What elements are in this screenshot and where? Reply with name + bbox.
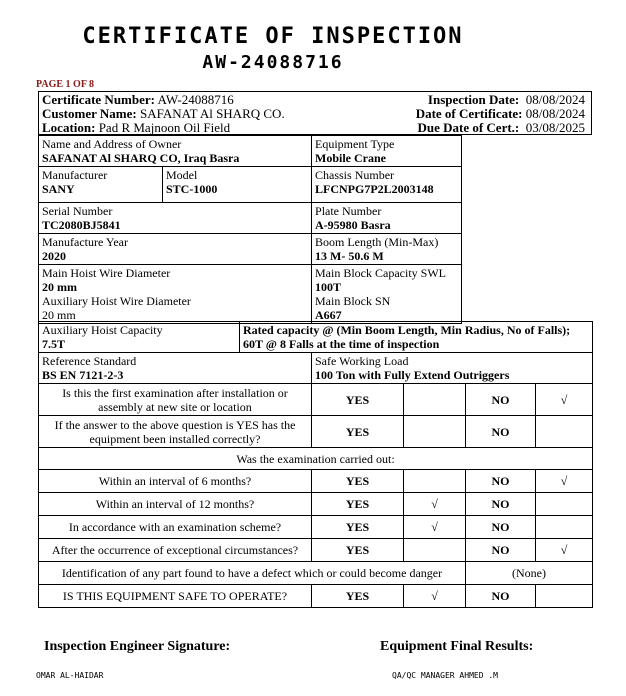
manager-name: QA/QC MANAGER AHMED .M (392, 671, 498, 680)
owner-cell: Name and Address of Owner SAFANAT Al SHARQ CO, Iraq Basra (39, 136, 312, 167)
safe-yes-check: √ (404, 585, 466, 608)
question-cell: If the answer to the above question is YES has the equipment been installed correctly? (39, 416, 312, 448)
yes-label: YES (312, 416, 404, 448)
yes-check: √ (404, 516, 466, 539)
yes-label: YES (312, 384, 404, 416)
date-of-certificate: Date of Certificate: 08/08/2024 (415, 106, 585, 121)
boom-cell: Boom Length (Min-Max) 13 M- 50.6 M (312, 234, 462, 265)
table-row (39, 585, 593, 608)
model-cell: Model STC-1000 (163, 167, 312, 203)
due-date: Due Date of Cert.: 03/08/2025 (417, 120, 585, 135)
question-cell: Is this the first examination after installation or assembly at new site or location (39, 384, 312, 416)
yes-label: YES (312, 516, 404, 539)
table-row (39, 493, 593, 516)
no-label: NO (466, 516, 536, 539)
safe-yes: YES (312, 585, 404, 608)
no-label: NO (466, 384, 536, 416)
equipment-type-cell: Equipment Type Mobile Crane (312, 136, 462, 167)
reference-table (38, 352, 593, 384)
yes-check: √ (404, 493, 466, 516)
chassis-cell: Chassis Number LFCNPG7P2L2003148 (312, 167, 462, 203)
table-row (39, 562, 593, 585)
yes-check (404, 539, 466, 562)
customer-name: Customer Name: SAFANAT Al SHARQ CO. (42, 106, 285, 121)
exam-heading: Was the examination carried out: (39, 448, 593, 470)
location: Location: Pad R Majnoon Oil Field (42, 120, 231, 135)
certificate-title: CERTIFICATE OF INSPECTION (82, 24, 464, 49)
yes-check (404, 470, 466, 493)
no-label: NO (466, 416, 536, 448)
final-results-label: Equipment Final Results: (380, 639, 534, 654)
table-row (39, 539, 593, 562)
safe-question: IS THIS EQUIPMENT SAFE TO OPERATE? (39, 585, 312, 608)
question-cell: Within an interval of 12 months? (39, 493, 312, 516)
defect-question: Identification of any part found to have a defect which or could become danger (39, 562, 466, 585)
no-label: NO (466, 470, 536, 493)
question-cell: In accordance with an examination scheme? (39, 516, 312, 539)
no-label: NO (466, 539, 536, 562)
rated-capacity-cell: Rated capacity @ (Min Boom Length, Min Radius, No of Falls); 60T @ 8 Falls at the time of inspection (240, 322, 593, 353)
engineer-name: OMAR AL-HAIDAR (36, 671, 104, 680)
manufacturer-cell: Manufacturer SANY (39, 167, 163, 203)
aux-capacity-cell: Auxiliary Hoist Capacity 7.5T (39, 322, 240, 353)
defect-answer: (None) (466, 562, 593, 585)
safe-no: NO (466, 585, 536, 608)
engineer-signature-label: Inspection Engineer Signature: (44, 639, 231, 654)
swl-cell: Safe Working Load 100 Ton with Fully Extend Outriggers (312, 353, 593, 384)
equipment-details-table (38, 135, 462, 324)
serial-cell: Serial Number TC2080BJ5841 (39, 203, 312, 234)
reference-standard-cell: Reference Standard BS EN 7121-2-3 (39, 353, 312, 384)
yes-label: YES (312, 470, 404, 493)
header-box (38, 91, 592, 135)
no-check (536, 516, 593, 539)
table-row (39, 470, 593, 493)
no-check: √ (536, 470, 593, 493)
question-cell: After the occurrence of exceptional circumstances? (39, 539, 312, 562)
inspection-date: Inspection Date: 08/08/2024 (427, 92, 585, 107)
plate-cell: Plate Number A-95980 Basra (312, 203, 462, 234)
no-check (536, 493, 593, 516)
yes-check (404, 416, 466, 448)
no-check: √ (536, 539, 593, 562)
table-row (39, 448, 593, 470)
yes-check (404, 384, 466, 416)
table-row (39, 384, 593, 416)
wire-cell: Main Hoist Wire Diameter 20 mm Auxiliary Hoist Wire Diameter 20 mm (39, 265, 312, 324)
no-check (536, 416, 593, 448)
page-number: PAGE 1 OF 8 (36, 79, 95, 90)
table-row (39, 516, 593, 539)
safe-no-check (536, 585, 593, 608)
no-check: √ (536, 384, 593, 416)
yes-label: YES (312, 539, 404, 562)
question-cell: Within an interval of 6 months? (39, 470, 312, 493)
yes-label: YES (312, 493, 404, 516)
examination-table (38, 383, 593, 608)
main-block-cell: Main Block Capacity SWL 100T Main Block SN A667 (312, 265, 462, 324)
certificate-code: AW-24088716 (202, 52, 344, 73)
cert-number: Certificate Number: AW-24088716 (42, 92, 234, 107)
capacity-table (38, 321, 593, 353)
no-label: NO (466, 493, 536, 516)
year-cell: Manufacture Year 2020 (39, 234, 312, 265)
table-row (39, 416, 593, 448)
